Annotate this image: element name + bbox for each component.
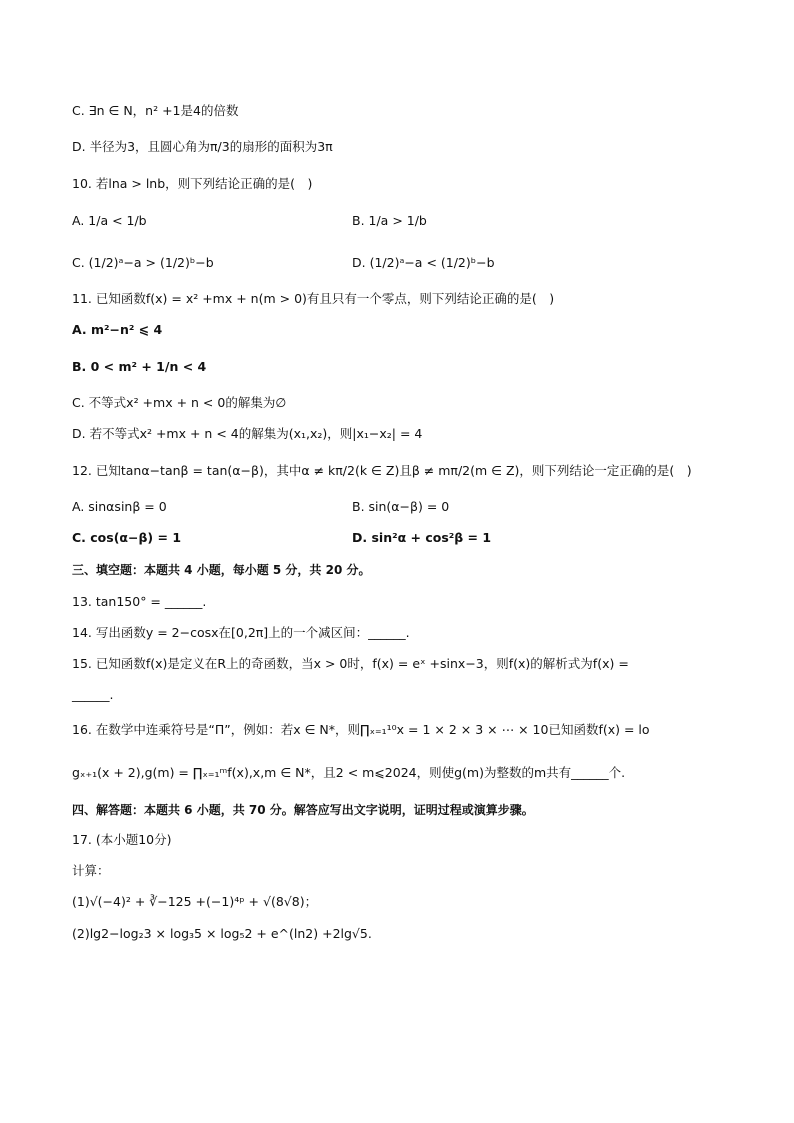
q10-stem: 10. 若lna > lnb，则下列结论正确的是( ) — [72, 176, 313, 191]
q12-option-b: B. sin(α−β) = 0 — [352, 499, 450, 514]
q15-answer-blank: ______. — [72, 687, 114, 702]
section-4-heading: 四、解答题：本题共 6 小题，共 70 分。解答应写出文字说明，证明过程或演算步骤。 — [72, 803, 534, 817]
q11-option-d: D. 若不等式x² +mx + n < 4的解集为(x₁,x₂)，则|x₁−x₂| = 4 — [72, 426, 423, 441]
q17-stem: 17. (本小题10分) — [72, 832, 172, 847]
q10-option-b: B. 1/a > 1/b — [352, 213, 427, 228]
q11-stem: 11. 已知函数f(x) = x² +mx + n(m > 0)有且只有一个零点，则下列结论正确的是( ) — [72, 291, 555, 306]
q9-option-c: C. ∃n ∈ N，n² +1是4的倍数 — [72, 103, 239, 118]
q10-option-c: C. (1/2)ᵃ−a > (1/2)ᵇ−b — [72, 255, 214, 270]
q9-option-d: D. 半径为3，且圆心角为π/3的扇形的面积为3π — [72, 139, 333, 154]
q17-part-1: (1)√(−4)² + ∛−125 +(−1)⁴ᵖ + √(8√8)； — [72, 894, 318, 909]
q11-option-c: C. 不等式x² +mx + n < 0的解集为∅ — [72, 395, 287, 410]
section-3-heading: 三、填空题：本题共 4 小题，每小题 5 分，共 20 分。 — [72, 563, 371, 577]
q17-part-2: (2)lg2−log₂3 × log₃5 × log₅2 + e^(ln2) +2lg√5. — [72, 926, 372, 941]
q16-stem-continued: gₓ₊₁(x + 2),g(m) = ∏ₓ₌₁ᵐf(x),x,m ∈ N*，且2 < m⩽2024，则使g(m)为整数的m共有______个. — [72, 765, 626, 780]
q13-stem: 13. tan150° = ______. — [72, 594, 207, 609]
q12-stem: 12. 已知tanα−tanβ = tan(α−β)，其中α ≠ kπ/2(k ∈ Z)且β ≠ mπ/2(m ∈ Z)，则下列结论一定正确的是( ) — [72, 463, 692, 478]
q12-option-c: C. cos(α−β) = 1 — [72, 530, 182, 545]
q17-instruction: 计算： — [72, 863, 110, 878]
q11-option-a: A. m²−n² ⩽ 4 — [72, 322, 163, 337]
q14-stem: 14. 写出函数y = 2−cosx在[0,2π]上的一个减区间：______. — [72, 625, 410, 640]
q15-stem: 15. 已知函数f(x)是定义在R上的奇函数，当x > 0时，f(x) = eˣ +sinx−3，则f(x)的解析式为f(x) = — [72, 656, 629, 671]
q12-option-d: D. sin²α + cos²β = 1 — [352, 530, 492, 545]
q16-stem: 16. 在数学中连乘符号是“Π”，例如：若x ∈ N*，则∏ₓ₌₁¹⁰x = 1 × 2 × 3 × ⋯ × 10已知函数f(x) = lo — [72, 722, 650, 737]
q11-option-b: B. 0 < m² + 1/n < 4 — [72, 359, 207, 374]
q10-option-d: D. (1/2)ᵃ−a < (1/2)ᵇ−b — [352, 255, 495, 270]
q12-option-a: A. sinαsinβ = 0 — [72, 499, 167, 514]
q10-option-a: A. 1/a < 1/b — [72, 213, 147, 228]
